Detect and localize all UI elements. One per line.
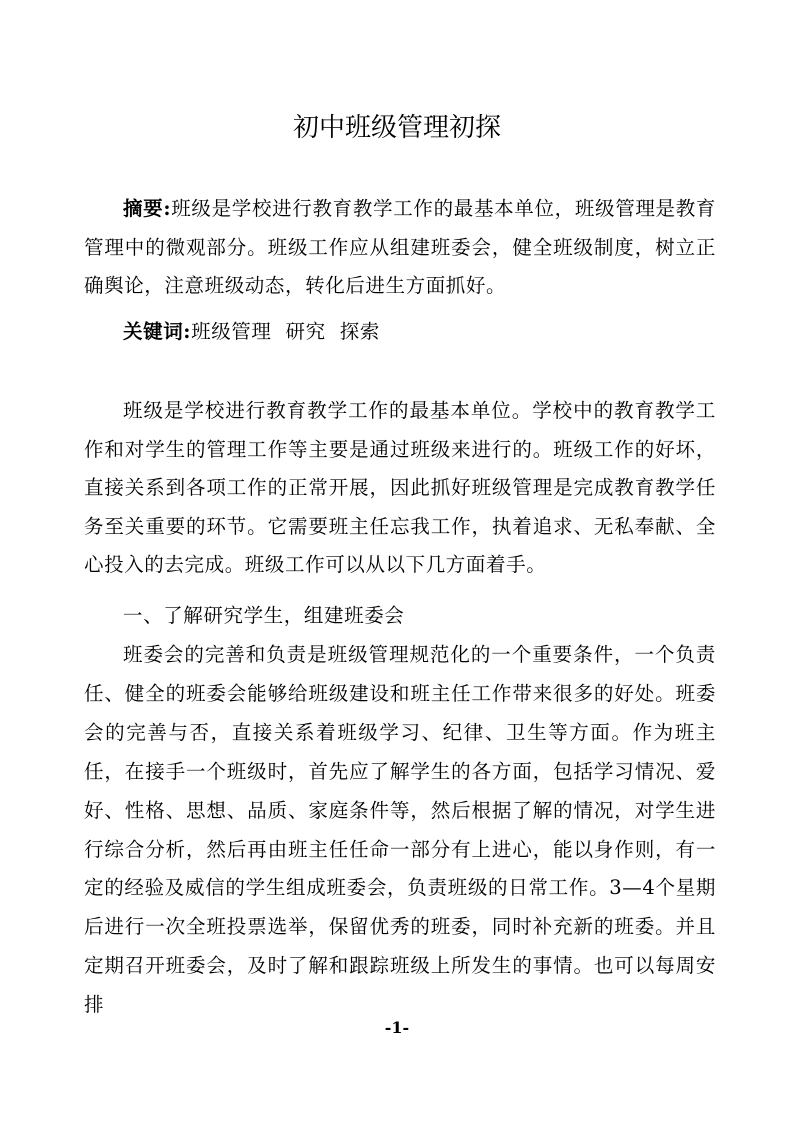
section-heading: 一、了解研究学生，组建班委会 bbox=[123, 604, 405, 627]
abstract-paragraph bbox=[84, 190, 716, 306]
abstract-label: 摘要: bbox=[123, 197, 172, 220]
page-number: -1- bbox=[384, 1018, 410, 1037]
keywords-label: 关键词: bbox=[123, 320, 192, 343]
keyword-item: 研究 bbox=[285, 320, 326, 343]
keywords-line bbox=[84, 313, 716, 352]
keyword-item: 探索 bbox=[339, 320, 380, 343]
abstract-text: 班级是学校进行教育教学工作的最基本单位，班级管理是教育管理中的微观部分。班级工作应从组建班委会，健全班级制度，树立正确舆论，注意班级动态，转化后进生方面抓好。 bbox=[84, 197, 717, 297]
keyword-item: 班级管理 bbox=[191, 320, 272, 343]
document-title: 初中班级管理初探 bbox=[292, 113, 501, 143]
intro-paragraph: 班级是学校进行教育教学工作的最基本单位。学校中的教育教学工作和对学生的管理工作等主要是通过班级来进行的。班级工作的好坏，直接关系到各项工作的正常开展，因此抓好班级管理是完成教育教学任务至关重要的环节。它需要班主任忘我工作，执着追求、无私奉献、全心投入的去完成。班级工作可以从以下几方面着手。 bbox=[84, 399, 716, 576]
section-paragraph: 班委会的完善和负责是班级管理规范化的一个重要条件，一个负责任、健全的班委会能够给班级建设和班主任工作带来很多的好处。班委会的完善与否，直接关系着班级学习、纪律、卫生等方面。作为班主任，在接手一个班级时，首先应了解学生的各方面，包括学习情况、爱好、性格、思想、品质、家庭条件等，然后根据了解的情况，对学生进行综合分析，然后再由班主任任命一部分有上进心，能以身作则，有一定的经验及威信的学生组成班委会，负责班级的日常工作。3—4个星期后进行一次全班投票选举，保留优秀的班委，同时补充新的班委。并且定期召开班委会，及时了解和跟踪班级上所发生的事情。也可以每周安排 bbox=[84, 643, 716, 1017]
